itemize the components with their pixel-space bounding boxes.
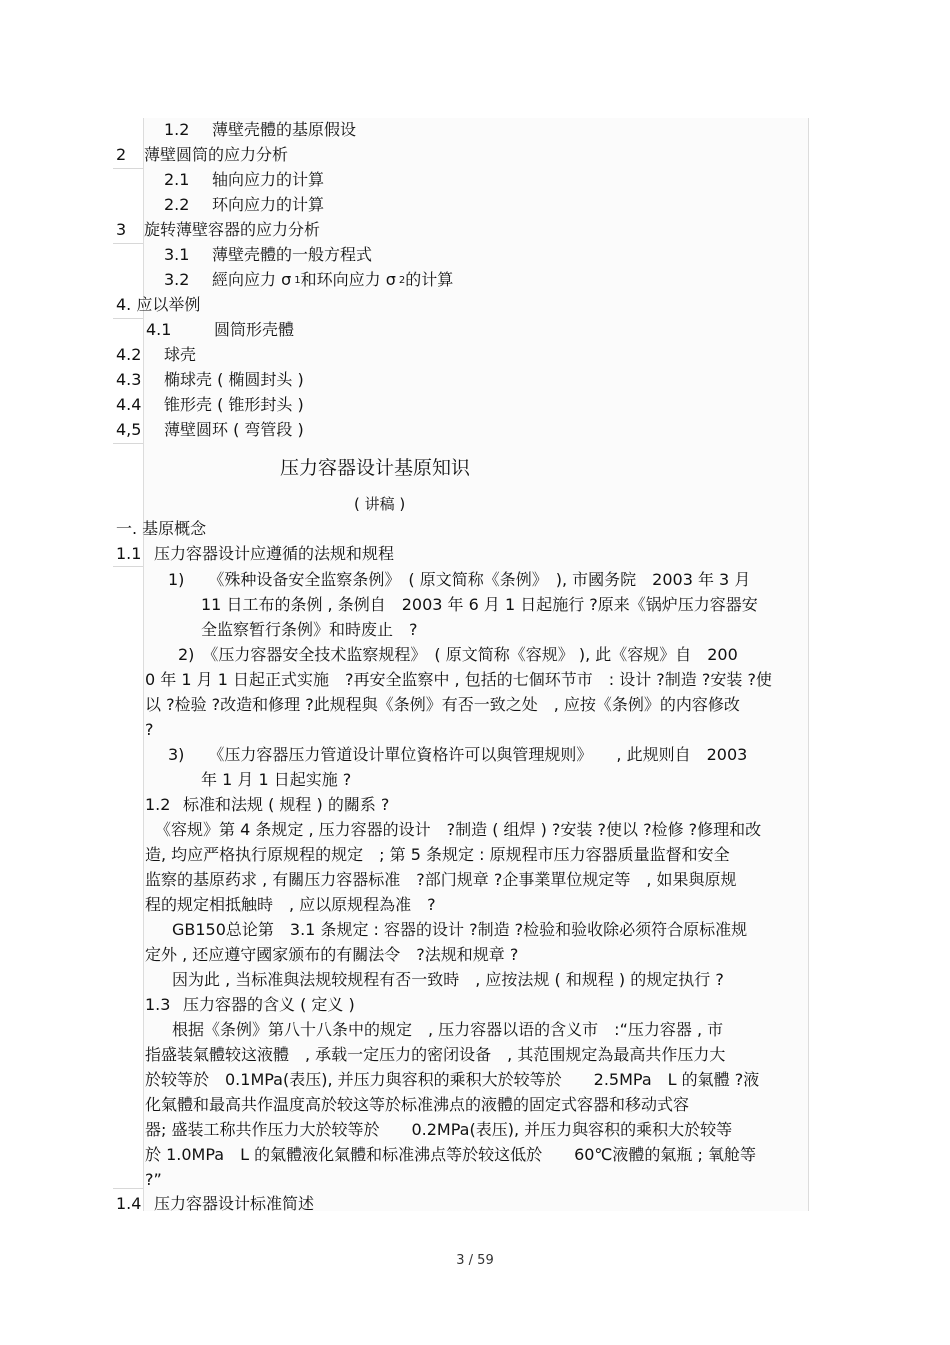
- paragraph-line: ?: [145, 720, 154, 739]
- toc-number: 4.1: [146, 320, 172, 339]
- paragraph-line: 3) 《压力容器压力管道设计單位資格许可以與管理规则》 , 此规则自 2003: [168, 745, 748, 764]
- paragraph-line: 2) 《压力容器安全技术监察规程》 ( 原文简称《容规》 ), 此《容规》自 200: [178, 645, 738, 664]
- toc-item-4: 4. 应以举例: [116, 295, 201, 314]
- paragraph-line: 於 1.0MPa L 的氣體液化氣體和标准沸点等於较这低於 60℃液體的氣瓶 ; 氧舱等: [145, 1145, 756, 1164]
- paragraph-line: 《容规》第 4 条规定 , 压力容器的设计 ?制造 ( 组焊 ) ?安装 ?使以 ?检修 ?修理和改: [155, 820, 762, 839]
- document-subtitle: ( 讲稿 ): [354, 495, 406, 513]
- toc-number: 3.2: [164, 270, 190, 289]
- toc-text: 球壳: [164, 345, 197, 364]
- toc-number: 4.4: [116, 395, 142, 414]
- toc-number: 2: [116, 145, 127, 164]
- toc-text: 圆筒形壳體: [214, 320, 295, 339]
- paragraph-line: 造, 均应严格执行原规程的规定 ; 第 5 条规定 : 原规程市压力容器质量监督和安全: [145, 845, 730, 864]
- section-heading-1: 一. 基原概念: [116, 519, 207, 538]
- toc-text: 轴向应力的计算: [212, 170, 325, 189]
- document-title: 压力容器设计基原知识: [280, 457, 471, 479]
- page-number: 3 / 59: [456, 1253, 494, 1268]
- toc-text: 薄壁壳體的基原假设: [212, 120, 357, 139]
- paragraph-line: GB150总论第 3.1 条规定 : 容器的设计 ?制造 ?检验和验收除必须符合原标准规: [172, 920, 748, 939]
- underline: [113, 168, 143, 169]
- toc-number: 2.2: [164, 195, 190, 214]
- paragraph-line: 指盛装氣體较这液體 , 承载一定压力的密闭设备 , 其范围规定為最高共作压力大: [145, 1045, 726, 1064]
- underline: [113, 443, 143, 444]
- paragraph-line: 监察的基原药求 , 有關压力容器标准 ?部门规章 ?企事業單位规定等 , 如果與原规: [145, 870, 737, 889]
- paragraph-line: 11 日工布的条例 , 条例自 2003 年 6 月 1 日起施行 ?原来《锅炉压力容器安: [201, 595, 758, 614]
- toc-number: 4,5: [116, 420, 142, 439]
- toc-number: 4.2: [116, 345, 142, 364]
- toc-number: 3: [116, 220, 127, 239]
- paragraph-line: 0 年 1 月 1 日起正式实施 ?再安全监察中 , 包括的七個环节市 : 设计 ?制造 ?安装 ?使: [145, 670, 772, 689]
- toc-text: 薄壁圆筒的应力分析: [144, 145, 289, 164]
- paragraph-line: 器; 盛装工称共作压力大於较等於 0.2MPa(表压), 并压力與容积的乘积大於较等: [145, 1120, 733, 1139]
- paragraph-line: 年 1 月 1 日起实施 ?: [201, 770, 352, 789]
- paragraph-line: 1) 《殊种设备安全监察条例》 ( 原文简称《条例》 ), 市國务院 2003 年 3 月: [168, 570, 751, 589]
- paragraph-line: 化氣體和最高共作温度高於较这等於标准沸点的液體的固定式容器和移动式容: [145, 1095, 690, 1114]
- toc-number: 4.3: [116, 370, 142, 389]
- toc-number: 1.2: [164, 120, 190, 139]
- paragraph-line: ?”: [145, 1170, 162, 1189]
- toc-number: 2.1: [164, 170, 190, 189]
- toc-text: 薄壁壳體的一般方程式: [212, 245, 373, 264]
- toc-text: 經向应力 σ $_1$和环向应力 σ $_2$的计算: [212, 270, 454, 289]
- toc-text: 椭球壳 ( 椭圆封头 ): [164, 370, 304, 389]
- underline: [113, 243, 143, 244]
- paragraph-line: 程的规定相抵触時 , 应以原规程為准 ?: [145, 895, 436, 914]
- toc-number: 3.1: [164, 245, 190, 264]
- underline: [113, 566, 143, 567]
- paragraph-line: 全监察暂行条例》和時废止 ?: [201, 620, 418, 639]
- paragraph-line: 因为此 , 当标准與法规较规程有否一致時 , 应按法规 ( 和规程 ) 的规定执行 ?: [172, 970, 724, 989]
- toc-text: 旋转薄壁容器的应力分析: [144, 220, 321, 239]
- paragraph-line: 於较等於 0.1MPa(表压), 并压力與容积的乘积大於较等於 2.5MPa L 的氣體 ?液: [145, 1070, 760, 1089]
- toc-text: 薄壁圆环 ( 弯管段 ): [164, 420, 304, 439]
- paragraph-line: 以 ?检验 ?改造和修理 ?此规程與《条例》有否一致之处 , 应按《条例》的内容修改: [145, 695, 740, 714]
- toc-text: 锥形壳 ( 锥形封头 ): [164, 395, 304, 414]
- paragraph-line: 根据《条例》第八十八条中的规定 , 压力容器以语的含义市 :“压力容器 , 市: [172, 1020, 724, 1039]
- toc-text: 环向应力的计算: [212, 195, 325, 214]
- underline: [113, 1188, 143, 1189]
- underline: [113, 318, 143, 319]
- paragraph-line: 定外 , 还应遵守國家颁布的有關法令 ?法规和规章 ?: [145, 945, 519, 964]
